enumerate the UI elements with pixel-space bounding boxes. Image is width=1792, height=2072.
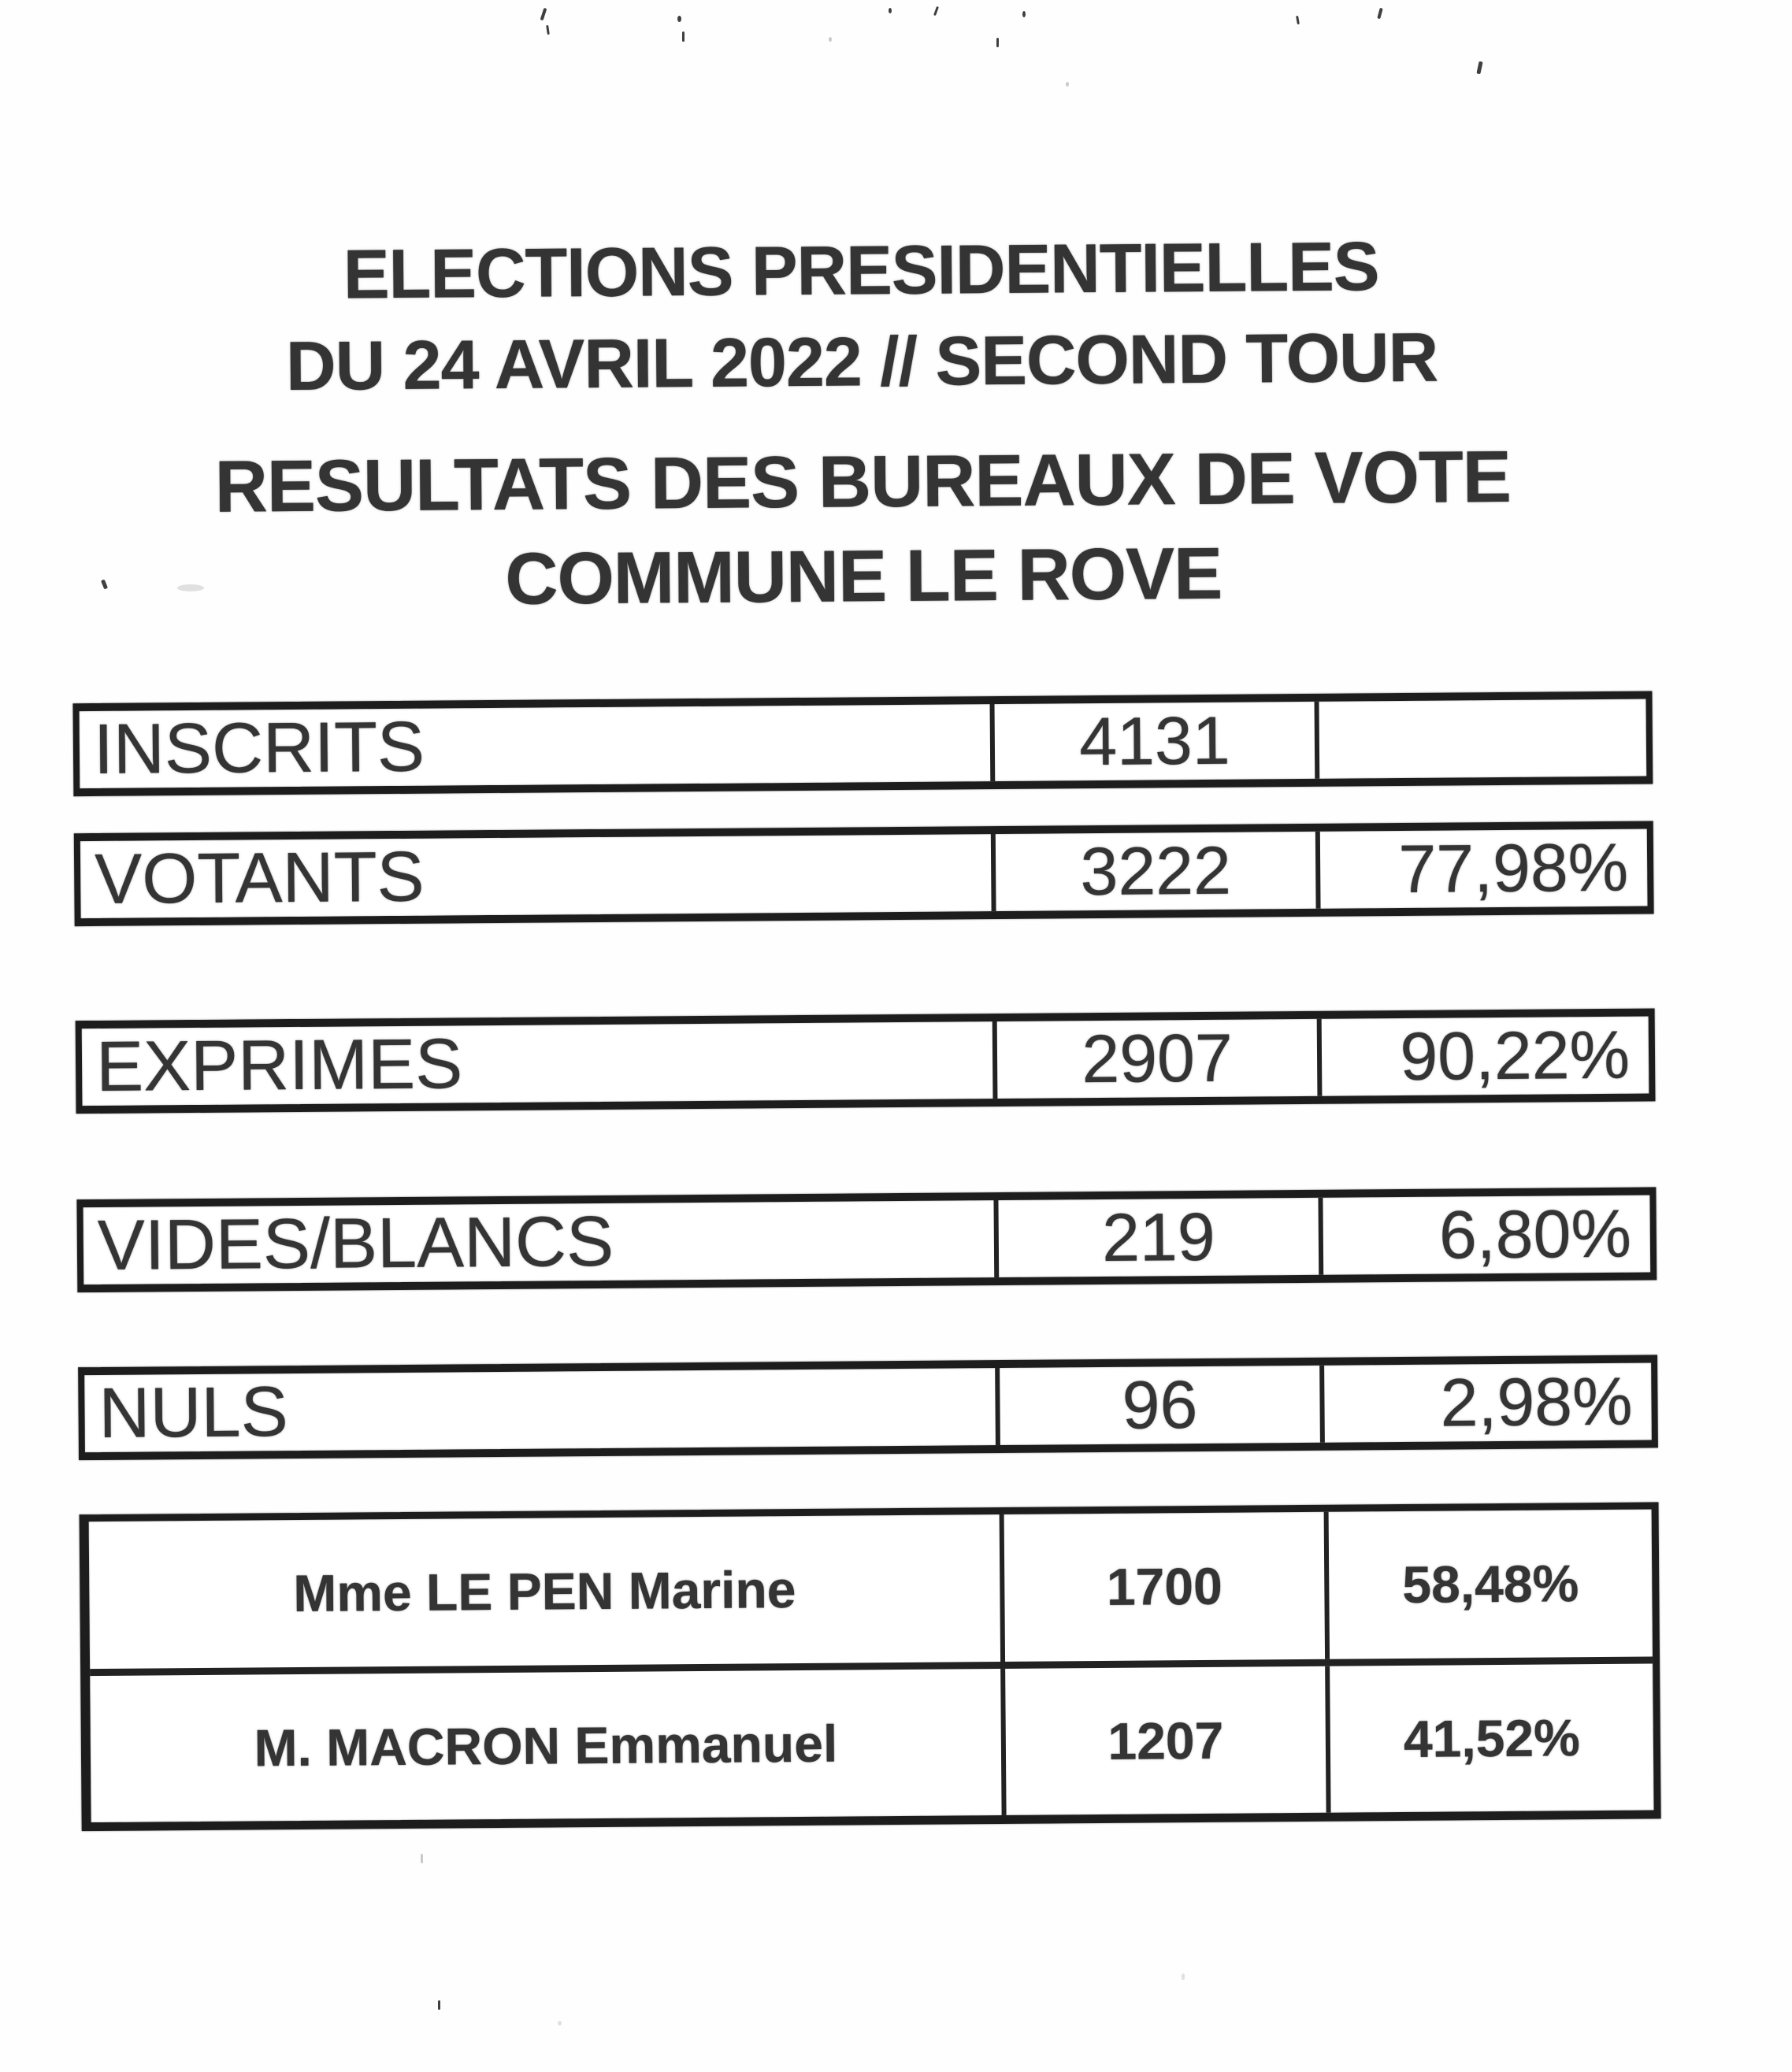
percent-cell: 90,22% <box>1399 1017 1631 1095</box>
document-subtitle <box>0 428 1731 630</box>
candidate-percent-cell: 58,48% <box>1402 1554 1579 1614</box>
percent-cell: 6,80% <box>1438 1195 1632 1273</box>
count-cell: 219 <box>998 1198 1323 1277</box>
title-line-2: DU 24 AVRIL 2022 // SECOND TOUR <box>285 317 1438 406</box>
candidates-table <box>80 1502 1661 1831</box>
subtitle-line-2: COMMUNE LE ROVE <box>504 532 1222 620</box>
scan-speck <box>677 16 681 22</box>
percent-cell: 2,98% <box>1440 1363 1633 1441</box>
scan-speck <box>558 2021 562 2026</box>
percent-cell: 77,98% <box>1398 829 1629 907</box>
scan-speck <box>889 8 892 13</box>
scan-speck <box>421 1854 423 1863</box>
scan-speck <box>996 38 999 47</box>
candidate-row-le-pen <box>89 1509 1653 1668</box>
summary-table-inscrits <box>72 691 1653 796</box>
count-cell: 3222 <box>996 832 1321 911</box>
candidate-row-macron <box>90 1656 1653 1822</box>
percent-cell <box>1319 699 1647 779</box>
candidate-votes-cell: 1207 <box>1005 1666 1330 1815</box>
summary-table-votants <box>74 821 1654 926</box>
subtitle-line-1: RESULTATS DES BUREAUX DE VOTE <box>214 435 1512 528</box>
count-cell: 96 <box>1000 1366 1325 1445</box>
candidate-percent-cell: 41,52% <box>1403 1707 1581 1768</box>
candidate-name-cell: M. MACRON Emmanuel <box>90 1668 1006 1822</box>
label-cell: INSCRITS <box>80 704 996 788</box>
label-cell: NULS <box>84 1368 1000 1452</box>
scan-speck <box>682 32 685 42</box>
count-cell: 2907 <box>997 1019 1323 1099</box>
scan-speck <box>177 584 204 591</box>
scan-speck <box>438 2000 440 2010</box>
label-cell: VOTANTS <box>80 834 996 918</box>
scan-speck <box>1066 82 1069 87</box>
label-cell: EXPRIMES <box>82 1021 998 1106</box>
label-cell: VIDES/BLANCS <box>83 1200 1000 1284</box>
scan-speck <box>829 37 832 42</box>
candidate-votes-cell: 1700 <box>1004 1512 1330 1662</box>
title-line-1: ELECTIONS PRESIDENTIELLES <box>343 227 1379 313</box>
candidate-name-cell: Mme LE PEN Marine <box>89 1514 1005 1669</box>
document-title <box>0 218 1729 414</box>
summary-table-nuls <box>78 1355 1658 1460</box>
scan-speck <box>1182 1974 1185 1980</box>
summary-table-vides-blancs <box>76 1187 1657 1292</box>
scan-speck <box>1022 11 1026 17</box>
count-cell: 4131 <box>995 702 1320 781</box>
summary-table-exprimes <box>76 1008 1656 1114</box>
